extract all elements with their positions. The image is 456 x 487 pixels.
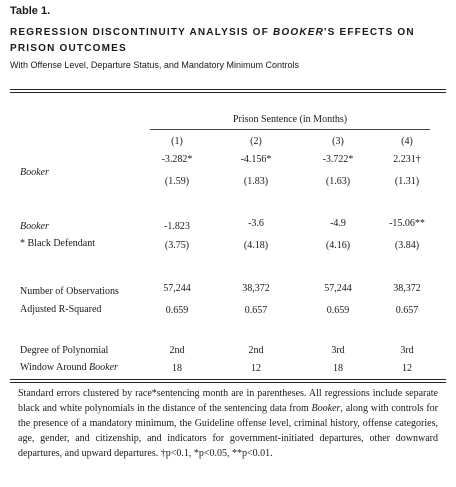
window-2: 12 (251, 363, 261, 374)
table-title-em: BOOKER (272, 27, 325, 38)
obs-4: 38,372 (393, 283, 421, 294)
table-title-pre: REGRESSION DISCONTINUITY ANALYSIS OF (10, 27, 273, 38)
se-booker-2: (1.83) (243, 176, 269, 187)
row-label-polynomial: Degree of Polynomial (20, 345, 109, 356)
se-booker-3: (1.63) (325, 176, 351, 187)
column-header-2: (2) (250, 136, 262, 147)
column-header-1: (1) (171, 136, 183, 147)
top-rule-double (10, 92, 446, 93)
group-underline (150, 129, 430, 130)
poly-1: 2nd (169, 345, 185, 356)
se-interaction-3: (4.16) (325, 240, 351, 251)
poly-4: 3rd (400, 345, 414, 356)
se-interaction-1: (3.75) (164, 240, 190, 251)
table-subtitle: With Offense Level, Departure Status, and Mandatory Minimum Controls (10, 60, 299, 70)
row-label-interaction-2: * Black Defendant (20, 238, 95, 249)
poly-2: 2nd (248, 345, 264, 356)
table-note: Standard errors clustered by race*sentencing month are in parentheses. All regressions include separate black and white polynomials in the distance of the sentencing data from Booker, along with controls for the presence of a mandatory minimum, the Guideline offense level, criminal history, offense categories, age, gender, and citizenship, and indicators for government-initiated departures, other downward departures, and upward departures. †p<0.1, *p<0.05, **p<0.01. (18, 388, 438, 459)
coef-booker-3: -3.722* (322, 154, 354, 165)
window-3: 18 (333, 363, 343, 374)
obs-2: 38,372 (242, 283, 270, 294)
coef-interaction-4: -15.06** (389, 218, 425, 229)
se-interaction-4: (3.84) (394, 240, 420, 251)
r2-3: 0.659 (326, 305, 350, 316)
row-label-r2: Adjusted R-Squared (20, 304, 102, 315)
row-label-booker: Booker (20, 167, 49, 178)
coef-booker-1: -3.282* (161, 154, 193, 165)
bottom-rule-double (10, 382, 446, 383)
table-title (10, 25, 446, 57)
top-rule (10, 89, 446, 90)
bottom-rule (10, 379, 446, 380)
coef-booker-2: -4.156* (240, 154, 272, 165)
column-header-3: (3) (332, 136, 344, 147)
r2-4: 0.657 (395, 305, 419, 316)
coef-interaction-3: -4.9 (330, 218, 346, 229)
row-label-interaction-1: Booker (20, 221, 49, 232)
r2-2: 0.657 (244, 305, 268, 316)
se-booker-1: (1.59) (164, 176, 190, 187)
r2-1: 0.659 (165, 305, 189, 316)
se-interaction-2: (4.18) (243, 240, 269, 251)
obs-1: 57,244 (163, 283, 191, 294)
obs-3: 57,244 (324, 283, 352, 294)
table-label: Table 1. (10, 5, 51, 17)
significance-legend: †p<0.1, *p<0.05, **p<0.01. (160, 448, 273, 459)
coef-booker-4: 2.231† (393, 154, 421, 165)
column-group-header: Prison Sentence (in Months) (232, 114, 348, 125)
table-title-post: 'S EFFECTS ON PRISON OUTCOMES (10, 27, 415, 54)
window-1: 18 (172, 363, 182, 374)
poly-3: 3rd (331, 345, 345, 356)
window-4: 12 (402, 363, 412, 374)
coef-interaction-2: -3.6 (248, 218, 264, 229)
row-label-observations: Number of Observations (20, 286, 119, 297)
column-header-4: (4) (401, 136, 413, 147)
se-booker-4: (1.31) (394, 176, 420, 187)
coef-interaction-1: -1.823 (164, 221, 190, 232)
row-label-window: Window Around Booker (20, 362, 118, 373)
